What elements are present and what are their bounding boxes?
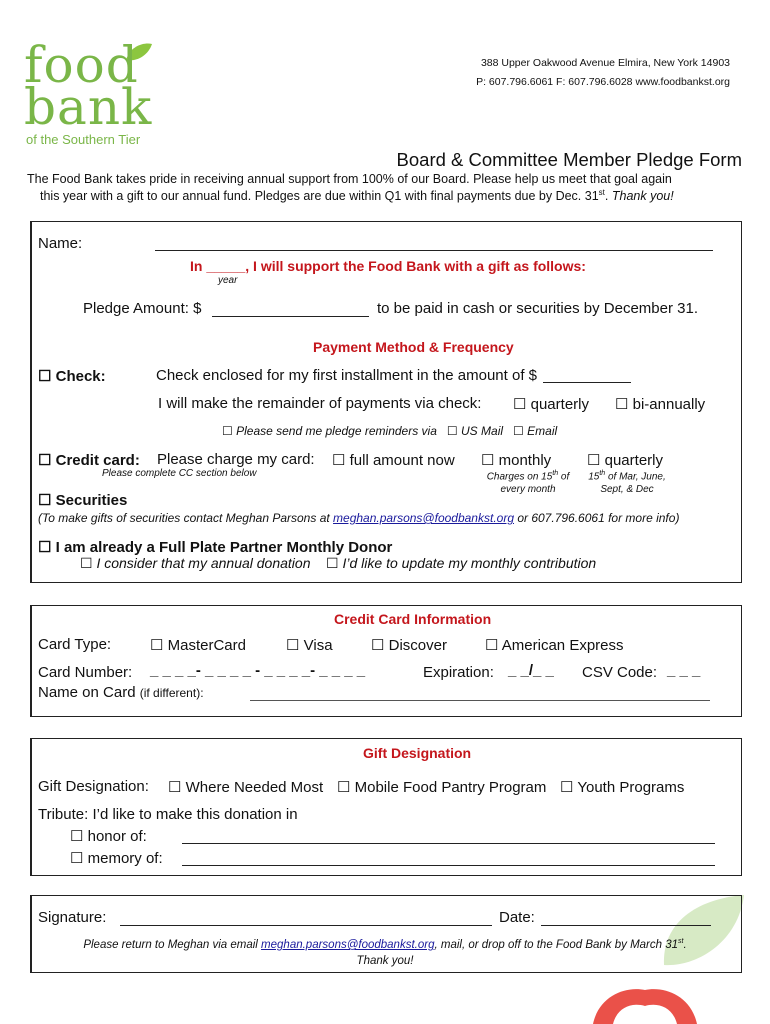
name-on-card-field[interactable]	[250, 700, 710, 701]
partner-suboptions	[80, 555, 596, 572]
checkbox-icon[interactable]: ☐	[70, 828, 84, 845]
apple-decoration-icon	[585, 984, 705, 1024]
checkbox-icon[interactable]: ☐	[70, 850, 84, 867]
gift-mobile-pantry[interactable]: ☐ Mobile Food Pantry Program	[337, 779, 547, 796]
credit-card-text: Please charge my card:	[157, 451, 315, 468]
email-option[interactable]: Email	[527, 424, 558, 438]
pledge-amount-label: Pledge Amount: $	[83, 300, 202, 317]
name-on-card-label: Name on Card (if different):	[38, 684, 204, 701]
consider-option[interactable]: I consider that my annual donation	[96, 555, 311, 571]
year-caption: year	[218, 275, 238, 286]
checkbox-icon[interactable]: ☐	[286, 637, 300, 654]
intro-line-1: The Food Bank takes pride in receiving annual support from 100% of our Board. Please help us meet that goal again	[27, 172, 672, 186]
checkbox-icon[interactable]: ☐	[371, 637, 385, 654]
payment-method-heading: Payment Method & Frequency	[313, 339, 514, 355]
checkbox-icon[interactable]: ☐	[481, 452, 495, 469]
logo-bank: bank	[24, 78, 153, 136]
checkbox-icon[interactable]: ☐	[38, 492, 52, 509]
quarterly-option[interactable]: ☐ quarterly	[587, 452, 663, 469]
name-label: Name:	[38, 235, 83, 252]
honor-field[interactable]	[182, 843, 715, 844]
card-number-label: Card Number:	[38, 664, 133, 681]
checkbox-icon[interactable]: ☐	[560, 779, 574, 796]
honor-option[interactable]: ☐ honor of:	[70, 828, 147, 845]
check-option[interactable]: ☐ Check:	[38, 368, 106, 385]
checkbox-icon[interactable]: ☐	[38, 539, 52, 556]
check-biannually-option[interactable]: ☐ bi-annually	[615, 396, 706, 413]
checkbox-icon[interactable]: ☐	[446, 424, 458, 438]
card-type-amex[interactable]: ☐ American Express	[485, 637, 624, 654]
gift-heading: Gift Designation	[363, 745, 472, 761]
expiration-label: Expiration:	[423, 664, 494, 681]
quarterly-note: 15th of Mar, June, Sept, & Dec	[588, 470, 666, 496]
logo	[22, 36, 172, 152]
check-quarterly-option[interactable]: ☐ quarterly	[513, 396, 589, 413]
reminders-row: ☐ Please send me pledge reminders via ☐ US Mail ☐ Email	[222, 424, 558, 438]
checkbox-icon[interactable]: ☐	[337, 779, 351, 796]
securities-option[interactable]: ☐ Securities	[38, 492, 128, 509]
check-amount-text: Check enclosed for my first installment in the amount of $	[156, 367, 538, 384]
card-type-label: Card Type:	[38, 636, 112, 653]
signature-label: Signature:	[38, 909, 107, 926]
credit-card-option[interactable]: ☐ Credit card:	[38, 452, 140, 469]
securities-note: (To make gifts of securities contact Meghan Parsons at meghan.parsons@foodbankst.org or 607.796.6061 for more info)	[38, 511, 680, 525]
return-email-link[interactable]: meghan.parsons@foodbankst.org	[261, 938, 435, 951]
credit-card-note: Please complete CC section below	[102, 468, 257, 479]
check-remainder-text: I will make the remainder of payments via check:	[158, 395, 482, 412]
checkbox-icon[interactable]: ☐	[150, 637, 164, 654]
checkbox-icon[interactable]: ☐	[222, 424, 233, 438]
date-field[interactable]	[541, 925, 711, 926]
partner-option[interactable]: ☐ I am already a Full Plate Partner Monthly Donor	[38, 539, 393, 556]
checkbox-icon[interactable]: ☐	[485, 637, 499, 654]
gift-youth-programs[interactable]: ☐ Youth Programs	[560, 779, 685, 796]
intro-line-2: this year with a gift to our annual fund. Pledges are due within Q1 with final payments due by Dec. 31st. Thank you!	[40, 188, 674, 204]
memory-field[interactable]	[182, 865, 715, 866]
checkbox-icon[interactable]: ☐	[513, 424, 524, 438]
expiration-field[interactable]: _ _/_ _	[508, 662, 554, 679]
gift-where-needed[interactable]: ☐ Where Needed Most	[168, 779, 324, 796]
address-line: 388 Upper Oakwood Avenue Elmira, New York 14903	[480, 57, 730, 69]
credit-card-heading: Credit Card Information	[334, 611, 492, 627]
card-type-mastercard[interactable]: ☐ MasterCard	[150, 637, 246, 654]
name-field[interactable]	[155, 250, 713, 251]
page-title: Board & Committee Member Pledge Form	[396, 149, 742, 170]
card-number-field[interactable]: _ _ _ _- _ _ _ _ - _ _ _ _- _ _ _ _	[150, 662, 366, 679]
signature-field[interactable]	[120, 925, 492, 926]
date-label: Date:	[499, 909, 535, 926]
checkbox-icon[interactable]: ☐	[38, 368, 52, 385]
checkbox-icon[interactable]: ☐	[332, 452, 346, 469]
support-heading: In _____, I will support the Food Bank with a gift as follows:	[190, 258, 586, 274]
logo-tagline: of the Southern Tier	[26, 132, 141, 147]
card-type-visa[interactable]: ☐ Visa	[286, 637, 333, 654]
csv-field[interactable]: _ _ _	[667, 662, 701, 679]
us-mail-option[interactable]: US Mail	[461, 424, 504, 438]
logo-food: food	[24, 36, 139, 94]
monthly-note: Charges on 15th of every month	[486, 470, 570, 496]
checkbox-icon[interactable]: ☐	[38, 452, 52, 469]
full-amount-option[interactable]: ☐ full amount now	[332, 452, 455, 469]
checkbox-icon[interactable]: ☐	[587, 452, 601, 469]
checkbox-icon[interactable]: ☐	[615, 396, 629, 413]
gift-designation-label: Gift Designation:	[38, 778, 149, 795]
check-amount-field[interactable]	[543, 382, 631, 383]
year-field[interactable]: _____	[206, 258, 246, 274]
checkbox-icon[interactable]: ☐	[326, 555, 339, 571]
return-instructions: Please return to Meghan via email meghan.parsons@foodbankst.org, mail, or drop off to the Food Bank by March 31st. Thank you!	[83, 938, 687, 967]
securities-email-link[interactable]: meghan.parsons@foodbankst.org	[333, 511, 514, 525]
tribute-label: Tribute: I’d like to make this donation in	[38, 806, 298, 823]
card-type-discover[interactable]: ☐ Discover	[371, 637, 447, 654]
contact-line: P: 607.796.6061 F: 607.796.6028 www.foodbankst.org	[476, 76, 730, 88]
pledge-amount-note: to be paid in cash or securities by December 31.	[377, 300, 698, 317]
pledge-amount-field[interactable]	[212, 316, 369, 317]
update-option[interactable]: I’d like to update my monthly contribution	[342, 555, 597, 571]
monthly-option[interactable]: ☐ monthly	[481, 452, 552, 469]
checkbox-icon[interactable]: ☐	[513, 396, 527, 413]
memory-option[interactable]: ☐ memory of:	[70, 850, 163, 867]
checkbox-icon[interactable]: ☐	[168, 779, 182, 796]
checkbox-icon[interactable]: ☐	[80, 555, 93, 571]
csv-label: CSV Code:	[582, 664, 658, 681]
